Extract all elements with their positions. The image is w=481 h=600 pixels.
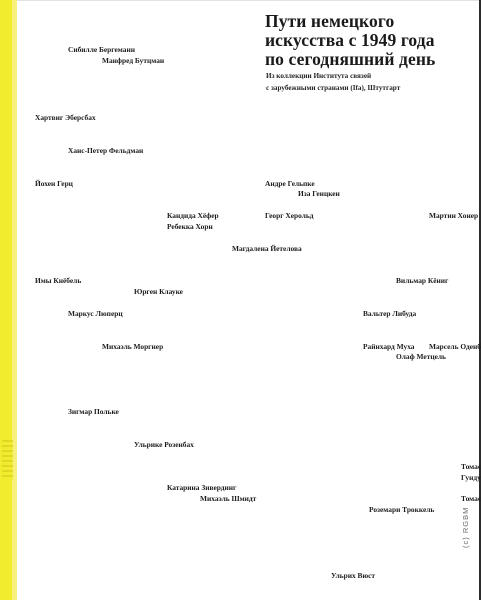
spine-texture — [2, 440, 13, 480]
artist-name: Йохен Герц — [35, 179, 73, 188]
watermark-text: (c) RGBM — [461, 506, 470, 548]
subtitle-line: с зарубежными странами (Ifa), Штутгарт — [266, 83, 401, 92]
artist-name: Ханс-Петер Фельдман — [68, 146, 144, 155]
artist-name: Мартин Хонер — [429, 211, 479, 220]
artist-name: Георг Херольд — [265, 211, 314, 220]
page-top-edge — [17, 0, 481, 1]
artist-name: Олаф Метцель — [396, 352, 446, 361]
artist-name: Имы Кнёбель — [35, 276, 82, 285]
artist-name: Томас — [461, 462, 481, 471]
artist-name: Иза Генцкен — [298, 189, 340, 198]
artist-name: Маркус Люперц — [68, 309, 123, 318]
artist-name: Ульрике Розенбах — [134, 440, 194, 449]
artist-name: Вильмар Кёниг — [396, 276, 449, 285]
subtitle-line: Из коллекции Института связей — [266, 72, 372, 80]
artist-name: Райнхард Муха — [363, 342, 415, 351]
artist-name: Томас — [461, 494, 481, 503]
artist-name: Зигмар Польке — [68, 407, 119, 416]
artist-name: Гунду — [461, 473, 481, 482]
artist-name: Ребекка Хорн — [167, 222, 213, 231]
spine-highlight — [12, 0, 17, 600]
artist-name: Кандида Хёфер — [167, 211, 219, 220]
page-subtitle — [266, 71, 476, 94]
artist-name: Юрген Клауке — [134, 287, 183, 296]
artist-name: Андре Гельпке — [265, 179, 315, 188]
title-line: Пути немецкого — [265, 11, 395, 31]
artist-name: Магдалена Йетелова — [232, 244, 302, 253]
artist-name: Хартвиг Эберсбах — [35, 113, 96, 122]
artist-name: Манфред Бутцман — [102, 56, 165, 65]
artist-name: Марсель Оденб — [429, 342, 481, 351]
artist-name: Роземари Троккель — [369, 505, 435, 514]
title-line: по сегодняшний день — [265, 49, 436, 69]
artist-name: Катарина Зивердинг — [167, 483, 237, 492]
artist-name: Михаэль Моргнер — [102, 342, 164, 351]
artist-name: Михаэль Шмидт — [200, 494, 257, 503]
artist-name: Сибилле Бергеманн — [68, 45, 135, 54]
page-title — [265, 12, 475, 69]
artist-name: Ульрих Вюст — [331, 571, 376, 580]
artist-name: Вальтер Либуда — [363, 309, 417, 318]
title-line: искусства с 1949 года — [265, 30, 435, 50]
